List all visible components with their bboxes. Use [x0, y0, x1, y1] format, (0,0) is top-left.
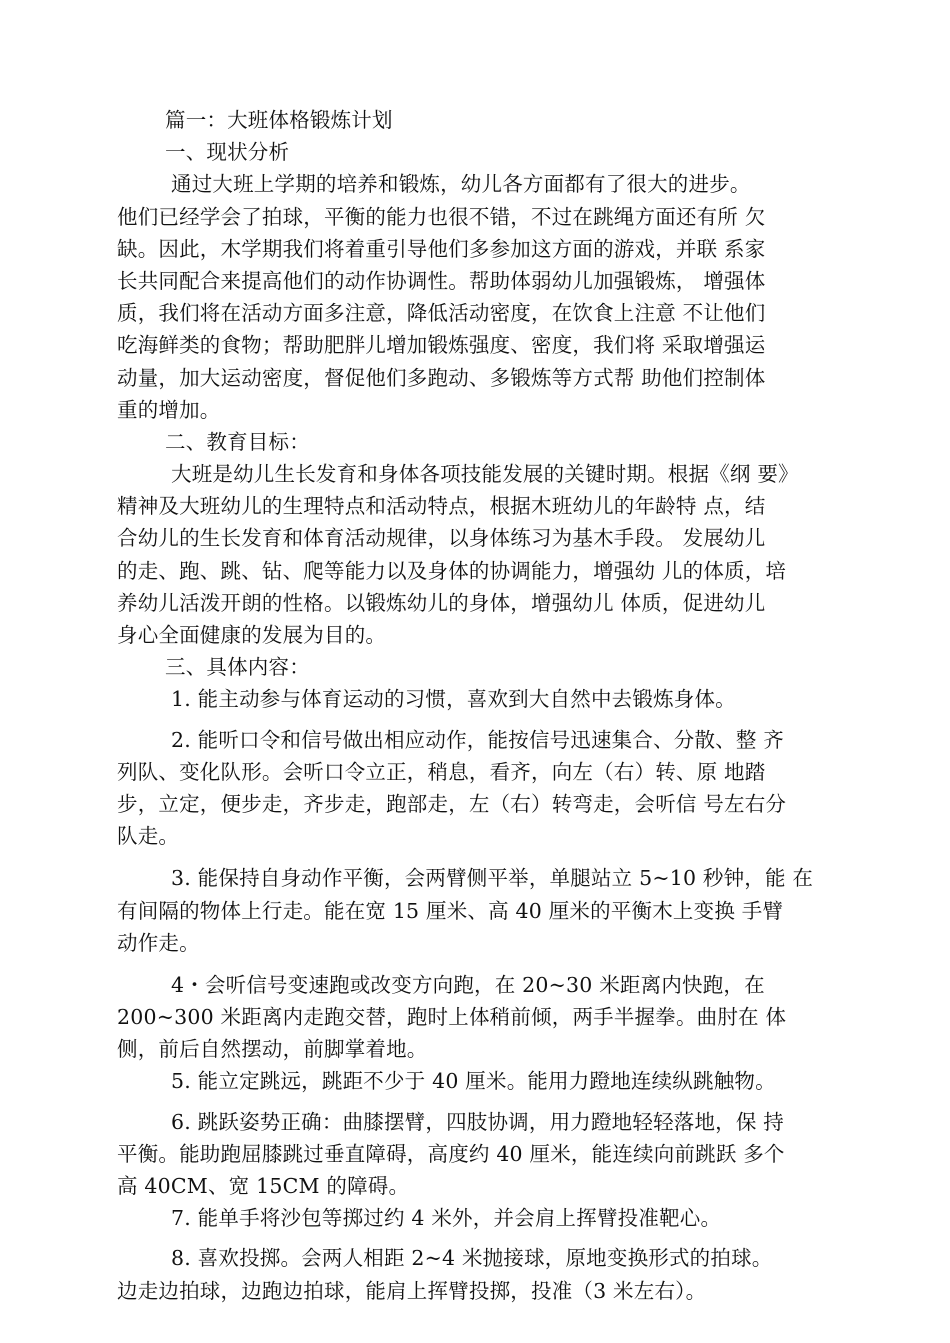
paragraph-line: 吃海鲜类的食物；帮助肥胖儿增加锻炼强度、密度，我们将 采取增强运 — [117, 333, 766, 358]
paragraph-line: 精神及大班幼儿的生理特点和活动特点，根据木班幼儿的年龄特 点，结 — [117, 494, 766, 519]
item-line: 队走。 — [117, 824, 180, 849]
item-line: 8. 喜欢投掷。会两人相距 2~4 米抛接球，原地变换形式的拍球。 — [171, 1246, 773, 1271]
item-line: 6. 跳跃姿势正确：曲膝摆臂，四肢协调，用力蹬地轻轻落地，保 持 — [171, 1109, 784, 1134]
paragraph-line: 长共同配合来提高他们的动作协调性。帮助体弱幼儿加强锻炼， 增强体 — [117, 268, 766, 293]
paragraph-line: 重的增加。 — [117, 397, 221, 422]
item-line: 列队、变化队形。会听口令立正，稍息，看齐，向左（右）转、原 地踏 — [117, 759, 766, 784]
item-line: 步，立定，便步走，齐步走，跑部走，左（右）转弯走，会听信 号左右分 — [117, 791, 787, 816]
content-item-5 — [117, 1065, 829, 1097]
item-line: 2. 能听口令和信号做出相应动作，能按信号迅速集合、分散、整 齐 — [171, 727, 784, 752]
section-paragraph — [117, 458, 829, 651]
paragraph-line: 身心全面健康的发展为目的。 — [117, 623, 387, 647]
item-line: 4・会听信号变速跑或改变方向跑，在 20~30 米距离内快跑，在 — [171, 972, 765, 997]
paragraph-line: 质，我们将在活动方面多注意，降低活动密度，在饮食上注意 不让他们 — [117, 301, 766, 326]
item-line: 200~300 米距离内走跑交替，跑时上体稍前倾，两手半握拳。曲肘在 体 — [117, 1005, 787, 1030]
paragraph-line: 缺。因此，木学期我们将着重引导他们多参加这方面的游戏，并联 系家 — [117, 236, 766, 261]
content-item-4 — [117, 969, 829, 1066]
content-item-6 — [117, 1106, 829, 1203]
item-line: 高 40CM、宽 15CM 的障碍。 — [117, 1174, 410, 1198]
section-heading: 一、现状分析 — [165, 140, 290, 165]
document-title: 篇一：大班体格锻炼计划 — [165, 108, 393, 132]
item-line: 5. 能立定跳远，跳距不少于 40 厘米。能用力蹬地连续纵跳触物。 — [171, 1069, 776, 1094]
item-line: 有间隔的物体上行走。能在宽 15 厘米、高 40 厘米的平衡木上变换 手臂 — [117, 898, 784, 923]
item-line: 1. 能主动参与体育运动的习惯，喜欢到大自然中去锻炼身体。 — [171, 687, 736, 712]
content-item-2 — [117, 724, 829, 853]
section-heading: 二、教育目标： — [165, 429, 310, 454]
item-line: 7. 能单手将沙包等掷过约 4 米外，并会肩上挥臂投准靶心。 — [171, 1206, 722, 1231]
paragraph-line: 大班是幼儿生长发育和身体各项技能发展的关键时期。根据《纲 要》 — [171, 462, 799, 487]
section-paragraph — [117, 168, 829, 426]
paragraph-line: 合幼儿的生长发育和体育活动规律，以身体练习为基木手段。 发展幼儿 — [117, 526, 766, 551]
content-item-8 — [117, 1242, 829, 1306]
paragraph-line: 通过大班上学期的培养和锻炼，幼儿各方面都有了很大的进步。 — [171, 172, 751, 197]
item-line: 侧，前后自然摆动，前脚掌着地。 — [117, 1037, 428, 1062]
paragraph-line: 的走、跑、跳、钻、爬等能力以及身体的协调能力，增强幼 儿的体质，培 — [117, 558, 787, 583]
section-heading: 三、具体内容： — [165, 655, 310, 680]
document-page — [117, 104, 829, 1307]
paragraph-line: 养幼儿活泼开朗的性格。以锻炼幼儿的身体，增强幼儿 体质，促进幼儿 — [117, 590, 766, 615]
item-line: 3. 能保持自身动作平衡，会两臂侧平举，单腿站立 5~10 秒钟，能 在 — [171, 866, 814, 891]
content-item-1 — [117, 683, 829, 715]
item-line: 边走边拍球，边跑边拍球，能肩上挥臂投掷，投准（3 米左右）。 — [117, 1278, 707, 1303]
paragraph-line: 动量，加大运动密度，督促他们多跑动、多锻炼等方式帮 助他们控制体 — [117, 365, 766, 390]
item-line: 平衡。能助跑屈膝跳过垂直障碍，高度约 40 厘米，能连续向前跳跃 多个 — [117, 1141, 785, 1166]
content-item-3 — [117, 862, 829, 959]
content-item-7 — [117, 1202, 829, 1234]
paragraph-line: 他们已经学会了拍球，平衡的能力也很不错，不过在跳绳方面还有所 欠 — [117, 204, 766, 229]
item-line: 动作走。 — [117, 930, 200, 955]
